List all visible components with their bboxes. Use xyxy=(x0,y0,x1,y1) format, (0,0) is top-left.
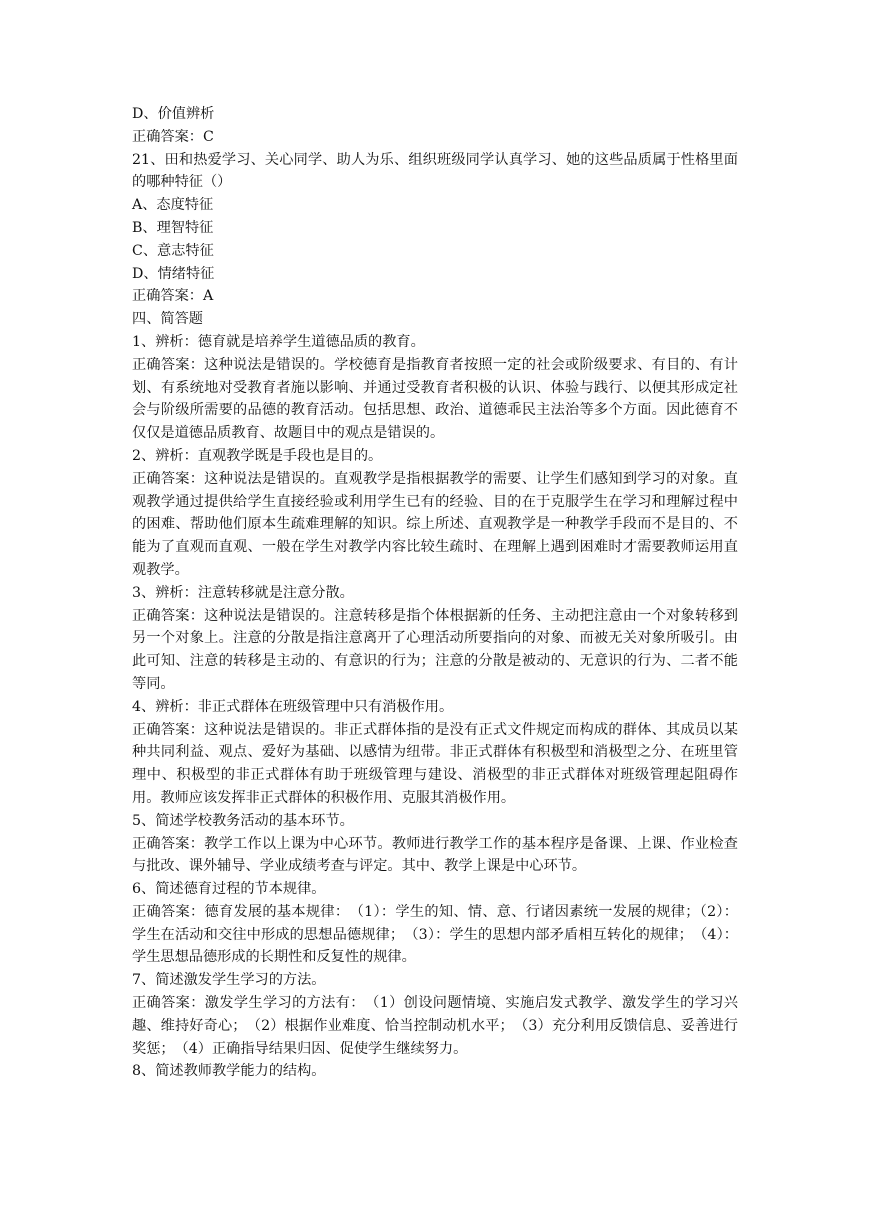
question-4: 4、辨析：非正式群体在班级管理中只有消极作用。 xyxy=(132,698,454,715)
question-1: 1、辨析：德育就是培养学生道德品质的教育。 xyxy=(132,333,425,350)
option-a: A、态度特征 xyxy=(132,197,214,214)
question-21: 21、田和热爱学习、关心同学、助人为乐、组织班级同学认真学习、她的这些品质属于性格里面的哪种特征（） xyxy=(132,151,738,191)
question-7: 7、简述激发学生学习的方法。 xyxy=(132,972,326,989)
option-d: D、情绪特征 xyxy=(132,265,215,282)
question-2: 2、辨析：直观教学既是手段也是目的。 xyxy=(132,447,383,464)
answer-21: 正确答案：A xyxy=(132,288,214,305)
section-heading-short-answer: 四、简答题 xyxy=(132,311,203,328)
question-8: 8、简述教师教学能力的结构。 xyxy=(132,1063,326,1080)
document-page xyxy=(132,103,738,1083)
question-5: 5、简述学校教务活动的基本环节。 xyxy=(132,812,354,829)
option-b: B、理智特征 xyxy=(132,219,214,236)
answer-4: 正确答案：这种说法是错误的。非正式群体指的是没有正式文件规定而构成的群体、其成员以某种共同利益、观点、爱好为基础、以感情为纽带。非正式群体有积极型和消极型之分、在班里管理中、积极型的非正式群体有助于班级管理与建设、消极型的非正式群体对班级管理起阻碍作用。教师应该发挥非正式群体的积极作用、克服其消极作用。 xyxy=(132,721,738,806)
answer-2: 正确答案：这种说法是错误的。直观教学是指根据教学的需要、让学生们感知到学习的对象。直观教学通过提供给学生直接经验或利用学生已有的经验、目的在于克服学生在学习和理解过程中的困难、帮助他们原本生疏难理解的知识。综上所述、直观教学是一种教学手段而不是目的、不能为了直观而直观、一般在学生对教学内容比较生疏时、在理解上遇到困难时才需要教师运用直观教学。 xyxy=(132,470,738,578)
option-d-value-analysis: D、价值辨析 xyxy=(132,106,215,122)
answer-20: 正确答案：C xyxy=(132,128,214,145)
answer-5: 正确答案：教学工作以上课为中心环节。教师进行教学工作的基本程序是备课、上课、作业检查与批改、课外辅导、学业成绩考查与评定。其中、教学上课是中心环节。 xyxy=(132,835,738,875)
answer-3: 正确答案：这种说法是错误的。注意转移是指个体根据新的任务、主动把注意由一个对象转移到另一个对象上。注意的分散是指注意离开了心理活动所要指向的对象、而被无关对象所吸引。由此可知、注意的转移是主动的、有意识的行为；注意的分散是被动的、无意识的行为、二者不能等同。 xyxy=(132,607,738,692)
question-6: 6、简述德育过程的节本规律。 xyxy=(132,881,326,898)
option-c: C、意志特征 xyxy=(132,242,214,259)
question-3: 3、辨析：注意转移就是注意分散。 xyxy=(132,584,354,601)
answer-7: 正确答案：激发学生学习的方法有： （1）创设问题情境、实施启发式教学、激发学生的学习兴趣、维持好奇心； （2）根据作业难度、恰当控制动机水平； （3）充分利用反馈信息、妥善进行奖惩； （4）正确指导结果归因、促使学生继续努力。 xyxy=(132,995,738,1057)
answer-6: 正确答案：德育发展的基本规律： （1）：学生的知、情、意、行诸因素统一发展的规律；（2）：学生在活动和交往中形成的思想品德规律； （3）：学生的思想内部矛盾相互转化的规律； （4）：学生思想品德形成的长期性和反复性的规律。 xyxy=(132,903,738,966)
answer-1: 正确答案：这种说法是错误的。学校德育是指教育者按照一定的社会或阶级要求、有目的、有计划、有系统地对受教育者施以影响、并通过受教育者积极的认识、体验与践行、以便其形成定社会与阶级所需要的品德的教育活动。包括思想、政治、道德乖民主法治等多个方面。因此德育不仅仅是道德品质教育、故题目中的观点是错误的。 xyxy=(132,356,738,442)
